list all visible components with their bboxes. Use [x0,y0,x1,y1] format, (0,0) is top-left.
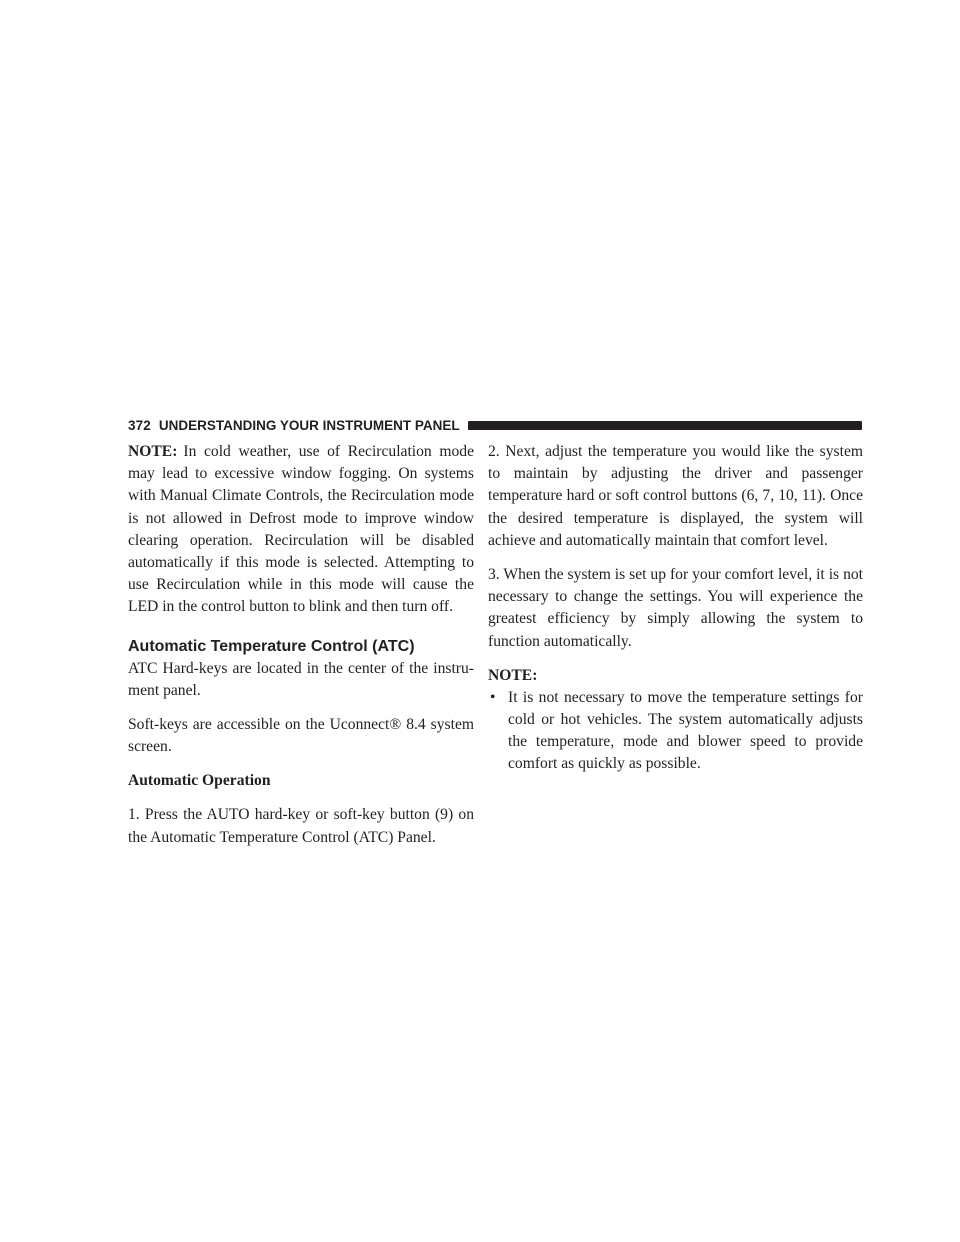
step-3: 3. When the system is set up for your comfort level, it is not necessary to change the settings. You will experience the greatest efficiency by simply allowing the system to function automatically. [488,566,863,650]
step-2: 2. Next, adjust the temperature you would like the system to maintain by adjusting the driver and passenger temperature hard or soft control buttons (6, 7, 10, 11). Once the desired temperature is displayed, the system will achieve and automatically maintain that comfort level. [488,443,863,549]
atc-paragraph-2: Soft-keys are accessible on the Uconnect® 8.4 system screen. [128,716,474,756]
bullet-icon: • [490,688,496,706]
bullet-text: It is not necessary to move the temperature settings for cold or hot vehicles. The system automatically adjusts the temperature, mode and blower speed to provide comfort as quickly as possible. [508,688,863,773]
note-label: NOTE: [128,443,178,460]
step-1: 1. Press the AUTO hard-key or soft-key button (9) on the Automatic Temperature Control (ATC) Panel. [128,806,474,846]
page-header [128,416,862,434]
bullet-item [488,687,863,776]
section-title: UNDERSTANDING YOUR INSTRUMENT PANEL [158,417,460,433]
page-number: 372 [128,417,151,433]
note-text: In cold weather, use of Recirculation mode may lead to excessive window fogging. On systems with Manual Climate Controls, the Recirculation mode is not allowed in Defrost mode to improve window clearing operation. Recirculation will be disabled automatically if this mode is selected. Attempting to use Recirculation while in this mode will cause the LED in the control button to blink and then turn off. [128,443,474,616]
atc-heading: Automatic Temperature Control (ATC) [128,637,415,655]
left-column [128,441,474,861]
recirculation-note [128,441,474,619]
right-column [488,441,863,776]
atc-paragraph-1: ATC Hard-keys are located in the center of the instru-ment panel. [128,659,474,699]
automatic-operation-heading: Automatic Operation [128,772,271,790]
note-heading: NOTE: [488,666,538,684]
header-rule [468,421,862,430]
